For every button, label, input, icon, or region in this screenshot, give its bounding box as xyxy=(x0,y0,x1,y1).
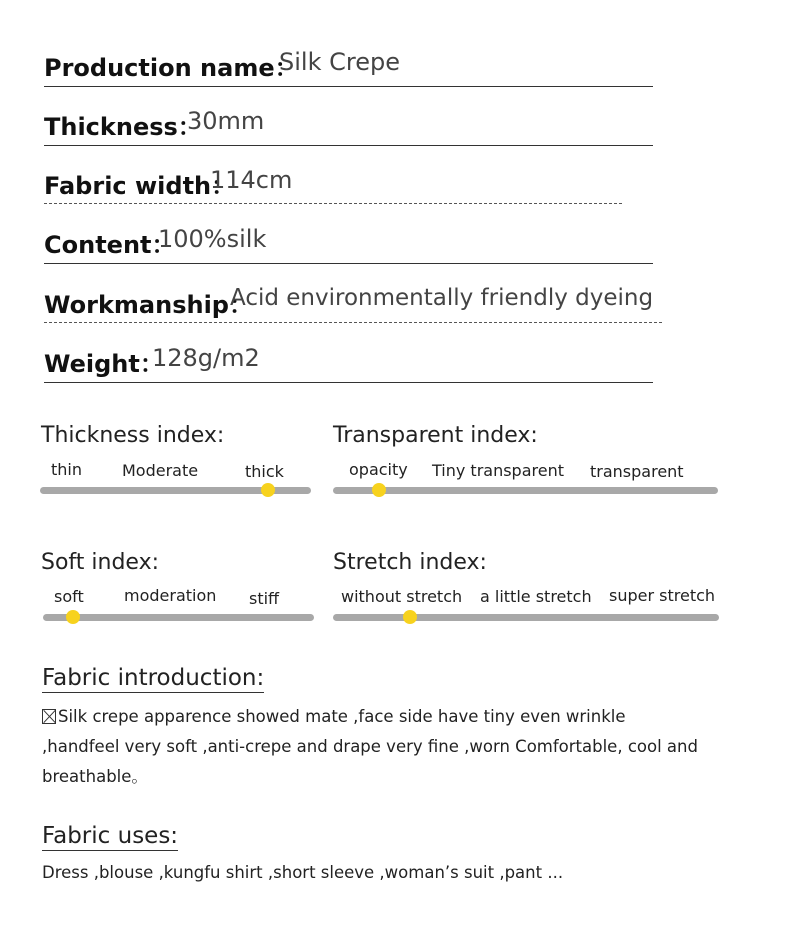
spec-label: Workmanship： xyxy=(44,291,253,319)
fabric-introduction-title: Fabric introduction: xyxy=(42,665,265,691)
thickness-level-dot xyxy=(261,483,275,497)
checkbox-x-icon xyxy=(42,709,56,724)
thickness-index-title: Thickness index: xyxy=(41,423,225,448)
transparent-track xyxy=(333,487,718,494)
spec-label: Fabric width： xyxy=(44,172,236,200)
soft-track xyxy=(43,614,314,621)
thickness-label-thick: thick xyxy=(245,462,284,481)
fabric-uses-title: Fabric uses: xyxy=(42,823,179,849)
soft-label-soft: soft xyxy=(54,587,84,606)
stretch-track xyxy=(333,614,719,621)
divider xyxy=(44,382,653,383)
divider xyxy=(44,203,622,204)
transparent-label-opacity: opacity xyxy=(349,460,408,479)
divider xyxy=(44,263,653,264)
soft-index-title: Soft index: xyxy=(41,550,160,575)
stretch-label-without: without stretch xyxy=(341,587,463,606)
divider xyxy=(44,86,653,87)
thickness-label-thin: thin xyxy=(51,460,82,479)
soft-label-moderation: moderation xyxy=(124,586,217,605)
divider xyxy=(44,322,662,323)
introduction-body: Silk crepe apparence showed mate ,face side have tiny even wrinkle ,handfeel very soft ,anti-crepe and drape very fine ,worn Comfortable, cool and breathable。 xyxy=(42,707,698,786)
spec-label: Weight： xyxy=(44,350,164,378)
transparent-index-title: Transparent index: xyxy=(333,423,538,448)
transparent-level-dot xyxy=(372,483,386,497)
spec-label: Content： xyxy=(44,231,176,259)
soft-level-dot xyxy=(66,610,80,624)
spec-value: 100%silk xyxy=(158,225,267,253)
fabric-introduction-text xyxy=(42,702,702,792)
thickness-label-moderate: Moderate xyxy=(122,461,199,480)
soft-label-stiff: stiff xyxy=(249,589,280,608)
divider xyxy=(44,145,653,146)
transparent-label-transparent: transparent xyxy=(590,462,684,481)
spec-label: Thickness： xyxy=(44,113,202,141)
stretch-level-dot xyxy=(403,610,417,624)
spec-value: 114cm xyxy=(210,166,293,194)
spec-value: Acid environmentally friendly dyeing xyxy=(230,285,654,311)
spec-value: 30mm xyxy=(187,107,265,135)
spec-label: Production name： xyxy=(44,54,299,82)
stretch-label-super: super stretch xyxy=(609,586,716,605)
stretch-index-title: Stretch index: xyxy=(333,550,487,575)
thickness-track xyxy=(40,487,311,494)
spec-value: Silk Crepe xyxy=(279,48,400,76)
spec-value: 128g/m2 xyxy=(152,344,260,372)
stretch-label-little: a little stretch xyxy=(480,587,592,606)
transparent-label-tiny: Tiny transparent xyxy=(432,461,564,480)
fabric-uses-text: Dress ,blouse ,kungfu shirt ,short sleeve ,woman’s suit ,pant ... xyxy=(42,863,564,882)
